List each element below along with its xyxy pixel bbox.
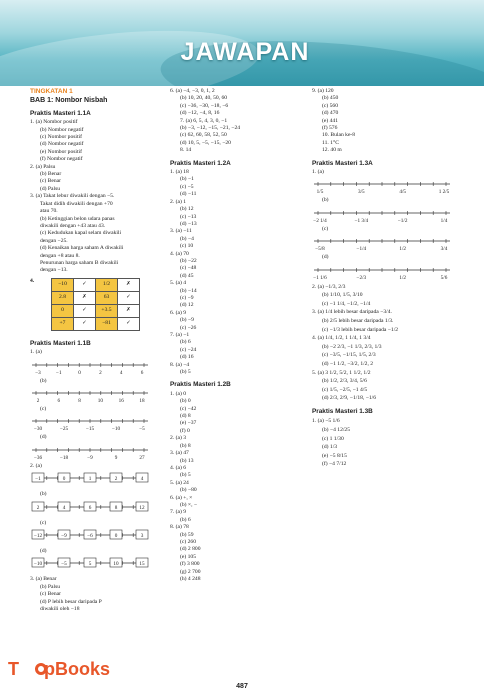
section-heading: Praktis Masteri 1.1A xyxy=(30,109,91,117)
answer-line: 6. (a) 9 xyxy=(170,309,186,316)
answer-line: 11. 1°C xyxy=(322,139,339,146)
number-line-label: 9 xyxy=(114,454,118,461)
answer-line: (e) 441 xyxy=(322,117,338,124)
answer-line: (d) 470 xyxy=(322,110,339,117)
number-line-label: 6 xyxy=(88,504,92,511)
answer-line: 2. (a) 1 xyxy=(170,198,186,205)
answer-line: (d) xyxy=(40,434,47,441)
answer-line: (c) −26 xyxy=(180,324,197,331)
number-line-label: 6 xyxy=(57,397,61,404)
answer-line: (c) 260 xyxy=(180,538,196,545)
answer-block xyxy=(170,524,298,583)
table-cell: ✗ xyxy=(74,291,96,304)
answer-line: (b) 1/10, 1/5, 3/10 xyxy=(322,292,363,299)
answer-line: (f) 0 xyxy=(180,427,190,434)
number-line xyxy=(30,500,150,518)
answer-block xyxy=(170,450,298,465)
answer-line: (c) 10 xyxy=(180,243,194,250)
table-cell: ✓ xyxy=(118,317,140,330)
number-line xyxy=(30,471,150,489)
answer-line: (c) −13 xyxy=(180,213,197,220)
answer-column-3 xyxy=(312,88,460,469)
number-line-label: −30 xyxy=(33,426,43,433)
number-line-label: 0 xyxy=(114,533,118,539)
answer-line: dengan +8 atau 8. xyxy=(40,252,80,259)
answer-line: (e) −5 8/15 xyxy=(322,452,347,459)
answer-line: (b) ×, − xyxy=(180,501,198,508)
answer-line: 1. (a) 18 xyxy=(170,169,189,176)
answer-line: (b) −3, −12, −15, −21, −24 xyxy=(180,125,241,132)
answer-column-1 xyxy=(30,88,160,613)
section-heading: Praktis Masteri 1.2A xyxy=(170,159,231,167)
answer-block xyxy=(170,480,298,495)
answer-line: (b) −4 12/25 xyxy=(322,427,351,433)
number-line-label: −25 xyxy=(59,426,69,433)
answer-line: 2. (a) −1/3, 2/3 xyxy=(312,283,346,290)
number-line xyxy=(30,443,150,461)
answer-line: (b) xyxy=(40,377,47,384)
answer-block xyxy=(170,88,298,155)
answer-block xyxy=(312,283,460,309)
answer-column-2 xyxy=(170,88,298,583)
number-line-label: −1 3/4 xyxy=(354,217,369,224)
number-line-label: −10 xyxy=(111,426,121,433)
answer-line: (d) 12 xyxy=(180,302,194,309)
number-line-label: −3 xyxy=(35,369,41,376)
chapter-heading: BAB 1: Nombor Nisbah xyxy=(30,97,108,105)
table-cell: ✓ xyxy=(118,291,140,304)
answer-block xyxy=(170,435,298,450)
number-line-label: −15 xyxy=(85,426,95,433)
answer-block xyxy=(170,391,298,435)
number-line-label: 15 xyxy=(139,561,145,568)
tingkatan-heading: TINGKATAN 1 xyxy=(30,88,73,95)
answer-line: (g) 2 700 xyxy=(180,568,201,575)
answer-line: (d) xyxy=(322,254,329,261)
answer-block xyxy=(170,169,298,199)
number-line-label: 0 xyxy=(62,476,66,483)
answer-block xyxy=(170,509,298,524)
answer-line: (d) 2 800 xyxy=(180,546,201,553)
answer-line: (b) −14 xyxy=(180,287,197,294)
answer-line: (b) 5 xyxy=(180,472,191,479)
answer-line: diwakili dengan +43 atau 43. xyxy=(40,222,106,229)
answer-line: (c) Nombor positif xyxy=(40,134,82,141)
table-cell: +7 xyxy=(52,317,74,330)
number-line-label: 2 xyxy=(99,369,102,376)
answer-block xyxy=(170,495,298,510)
number-line-label: −1/2 xyxy=(397,217,408,224)
answer-line: (d) −13 xyxy=(180,220,197,227)
answer-line: (b) xyxy=(40,491,47,498)
answer-block xyxy=(170,199,298,229)
answer-line: (d) 45 xyxy=(180,272,194,279)
answer-line: (c) xyxy=(40,519,47,526)
answer-line: 10. Bulan ke-8 xyxy=(322,132,356,139)
number-line-label: 1 xyxy=(88,476,92,483)
number-line-label: 1/2 xyxy=(399,246,406,253)
answer-line: (f) 576 xyxy=(322,125,338,132)
answer-line: (d) −11 xyxy=(180,191,197,198)
answer-line: 7. (a) 9 xyxy=(170,509,186,516)
answer-block xyxy=(170,280,298,310)
answer-line: (d) Kenaikan harga saham A diwakili xyxy=(40,245,124,252)
number-line xyxy=(30,358,150,376)
answer-line: (c) −24 xyxy=(180,346,197,353)
answer-line: (e) 105 xyxy=(180,553,196,560)
number-line-label: 5/6 xyxy=(440,274,448,281)
answer-line: (d) 8 xyxy=(180,413,191,420)
answer-line: 3. (a) Takat lebur diwakili dengan −5. xyxy=(30,193,115,200)
answer-block xyxy=(170,465,298,480)
answer-block xyxy=(170,362,298,377)
number-line-label: −12 xyxy=(33,533,43,539)
answer-line: (b) 12 xyxy=(180,206,194,213)
answer-line: 1. (a) xyxy=(30,349,42,356)
answer-line: (c) −1/3 lebih besar daripada −1/2 xyxy=(322,326,399,333)
number-line-label: 1/5 xyxy=(316,189,324,196)
answer-line: 7. (a) 6, 5, 4, 3, 0, −1 xyxy=(180,117,228,124)
answer-line: (d) 1/3 xyxy=(322,444,338,451)
answer-line: (f) 3 800 xyxy=(180,561,200,568)
answer-line: (c) 560 xyxy=(322,102,338,109)
table-cell: 63 xyxy=(96,291,118,304)
answer-line: 3. (a) Benar xyxy=(30,576,57,583)
section-heading: Praktis Masteri 1.1B xyxy=(30,339,91,347)
answer-line: 9. (a) 120 xyxy=(312,88,334,94)
answer-line: (d) −12, −4, 8, 16 xyxy=(180,110,220,117)
answer-line: 4. (a) 70 xyxy=(170,250,189,257)
answer-line: (b) 5 xyxy=(180,369,191,376)
table-cell: ✗ xyxy=(118,278,140,291)
number-line xyxy=(30,528,150,546)
answer-line: (c) −5 xyxy=(180,183,194,190)
answer-line: 5. (a) 24 xyxy=(170,479,189,486)
answer-line: (f) Nombor negatif xyxy=(40,156,83,163)
answer-line: (b) −9 xyxy=(180,317,194,324)
answer-line: (c) −36, −30, −18, −6 xyxy=(180,102,229,109)
table-row xyxy=(52,317,140,330)
answer-line: 4. (a) 1/4, 1/2, 1 1/4, 1 3/4 xyxy=(312,335,371,342)
answer-line: 1. (a) xyxy=(312,169,324,176)
answer-line: (c) xyxy=(322,225,329,232)
number-line-label: −6 xyxy=(87,533,93,539)
number-line xyxy=(30,414,150,432)
answer-line: (d) −1 1/2, −3/2, 1/2, 2 xyxy=(322,361,374,368)
number-line-label: −10 xyxy=(33,561,43,568)
answer-line: (d) Nombor negatif xyxy=(40,141,84,148)
answer-line: (b) 6 xyxy=(180,516,191,523)
answer-line: (c) Kedudukan kapal selam diwakili xyxy=(40,230,122,237)
table-cell: ✓ xyxy=(74,317,96,330)
answer-line: (b) 450 xyxy=(322,95,339,102)
number-line-label: 10 xyxy=(97,397,103,404)
answer-line: 2. (a) Palsu xyxy=(30,163,56,170)
answer-line: (b) 2/5 lebih besar daripada 1/3. xyxy=(322,318,394,325)
answer-line: (e) Nombor positif xyxy=(40,148,82,155)
answer-line: (c) −3/5, −1/15, 1/5, 2/3 xyxy=(322,352,376,359)
answer-line: 1. (a) 0 xyxy=(170,390,186,397)
answer-line: (b) −2 2/3, −1 1/3, 2/3, 1/3 xyxy=(322,343,382,350)
answer-line: Penurunan harga saham B diwakili xyxy=(40,259,119,266)
answer-line: (b) xyxy=(322,197,329,204)
number-line-label: 3/4 xyxy=(440,246,448,253)
number-line-label: 3 xyxy=(140,533,144,539)
answer-line: (b) 10, 20, 40, 50, 60 xyxy=(180,95,228,102)
question-number: 4. xyxy=(30,277,35,284)
answer-line: (d) Palsu xyxy=(40,185,61,192)
answer-line: 3. (a) −11 xyxy=(170,228,192,235)
answer-line: (b) 59 xyxy=(180,531,194,538)
question-4 xyxy=(30,278,160,335)
answer-line: 2. (a) 3 xyxy=(170,435,186,442)
page-title: JAWAPAN xyxy=(180,38,310,66)
number-line-label: 3/5 xyxy=(358,189,365,196)
answer-line: 1. (a) Nombor positif xyxy=(30,119,78,126)
answer-line: 3. (a) 1/4 lebih besar daripada −3/4. xyxy=(312,309,392,316)
table-cell: +3.5 xyxy=(96,304,118,317)
answer-line: (c) −1 1/4, −1/2, −1/4 xyxy=(322,300,371,307)
number-line xyxy=(312,206,452,224)
answer-block xyxy=(312,417,460,469)
publisher-logo xyxy=(8,655,128,685)
table-cell: 1/2 xyxy=(96,278,118,291)
number-line-label: −18 xyxy=(59,454,69,461)
answer-block xyxy=(30,119,160,275)
number-line-label: 8 xyxy=(78,397,81,404)
answer-line: (d) 16 xyxy=(180,354,194,361)
answer-line: 3. (a) 47 xyxy=(170,450,189,457)
table-cell: −81 xyxy=(96,317,118,330)
answer-line: 6. (a) +, × xyxy=(170,494,193,501)
answer-line: 8. (a) 78 xyxy=(170,524,189,531)
answer-line: (b) −22 xyxy=(180,257,197,264)
answer-line: (d) 10, 5, −5, −15, −20 xyxy=(180,139,231,146)
number-line-label: 4 xyxy=(119,369,123,376)
table-row xyxy=(52,304,140,317)
answer-line: (b) Ketinggian belon udara panas xyxy=(40,215,115,222)
section-heading: Praktis Masteri 1.3A xyxy=(312,159,373,167)
answer-line: 7. (a) −1 xyxy=(170,332,190,338)
table-cell: 0 xyxy=(52,304,74,317)
number-line-label: 1 2/5 xyxy=(438,189,450,196)
number-line-label: −2 1/4 xyxy=(313,217,327,224)
table-cell: −10 xyxy=(52,278,74,291)
number-line-label: 4/5 xyxy=(399,189,406,196)
answer-line: (c) 62, 60, 58, 52, 50 xyxy=(180,132,227,139)
number-line-label: −5/8 xyxy=(315,246,325,253)
number-line-label: 4 xyxy=(140,476,144,483)
number-line-label: −9 xyxy=(61,533,67,539)
answer-line: 4. (a) 6 xyxy=(170,464,186,471)
answer-line: (d) xyxy=(40,548,47,554)
number-line-label: 2 xyxy=(36,397,40,404)
answer-line: 5. (a) 4 xyxy=(170,280,186,287)
answer-line: (b) −4 xyxy=(180,235,194,242)
answer-line: dengan −25. xyxy=(40,237,68,244)
number-line-label: 10 xyxy=(113,561,119,568)
answer-block xyxy=(170,228,298,250)
answer-block xyxy=(170,251,298,281)
answer-line: 12. 40 m xyxy=(322,147,342,154)
answer-table xyxy=(51,278,140,331)
answer-block xyxy=(312,369,460,403)
number-line-label: −5 xyxy=(61,561,67,568)
answer-block xyxy=(312,334,460,368)
answer-line: atau 70. xyxy=(40,208,58,215)
table-cell: ✓ xyxy=(74,278,96,291)
table-cell: ✗ xyxy=(118,304,140,317)
answer-line: (b) 6 xyxy=(180,339,191,346)
answer-line: Takat didih diwakili dengan +70 xyxy=(40,200,113,207)
number-line-label: 2 xyxy=(36,504,40,511)
header-banner xyxy=(0,0,484,86)
number-line-label: 6 xyxy=(140,369,144,376)
logo-part: T xyxy=(8,659,19,679)
answer-block xyxy=(312,88,460,155)
number-line-label: 2 xyxy=(114,476,118,483)
number-line xyxy=(312,263,452,281)
number-line xyxy=(312,234,452,252)
answer-line: 8. (a) −4 xyxy=(170,361,190,368)
number-line-label: 0 xyxy=(78,369,81,376)
answer-line: (b) Nombor negatif xyxy=(40,126,84,133)
answer-line: dengan −13. xyxy=(40,267,68,274)
logo-part: pBooks xyxy=(44,659,111,679)
number-line-label: 5 xyxy=(88,561,92,568)
answer-line: (d) P lebih besar daripada P xyxy=(40,598,102,605)
table-cell: ✓ xyxy=(74,304,96,317)
number-line-label: −2/3 xyxy=(356,274,367,281)
table-cell: 2.8 xyxy=(52,291,74,304)
answer-line: (b) Palsu xyxy=(40,583,61,590)
answer-line: 6. (a) −4, −3, 0, 1, 2 xyxy=(170,88,215,94)
answer-line: (c) −9 xyxy=(180,294,194,301)
answer-line: (c) Benar xyxy=(40,591,61,598)
answer-line: (d) 2/3, 2/9, −1/18, −1/6 xyxy=(322,395,377,402)
number-line-label: −36 xyxy=(33,454,43,461)
answer-line: (c) 1/5, −2/5, −1 4/5 xyxy=(322,386,368,393)
answer-line: (b) 13 xyxy=(180,457,194,464)
answer-line: (e) −37 xyxy=(180,420,197,427)
table-row xyxy=(52,291,140,304)
number-line-label: 1/2 xyxy=(399,274,406,281)
answer-line: 8. 14 xyxy=(180,147,192,154)
answer-line: (c) Benar xyxy=(40,178,61,185)
answer-line: (c) −48 xyxy=(180,265,197,272)
number-line-label: 1/4 xyxy=(440,217,448,224)
section-heading: Praktis Masteri 1.2B xyxy=(170,381,231,389)
number-line-label: 8 xyxy=(114,504,118,511)
page-number: 487 xyxy=(236,683,248,690)
number-line-label: −5 xyxy=(139,426,145,433)
number-line-label: 16 xyxy=(118,397,124,404)
number-line-label: −1/4 xyxy=(356,246,367,253)
answer-line: (c) xyxy=(40,405,47,412)
number-line xyxy=(30,386,150,404)
answer-line: (b) 1/2, 2/3, 3/4, 5/6 xyxy=(322,378,367,385)
number-line xyxy=(312,177,452,195)
answer-line: (b) 0 xyxy=(180,398,191,405)
number-line-label: −1 xyxy=(35,476,41,483)
section-heading: Praktis Masteri 1.3B xyxy=(312,408,373,415)
answer-line: (b) −80 xyxy=(180,487,197,494)
number-line-label: −9 xyxy=(87,454,93,461)
number-line-label: 4 xyxy=(62,504,66,511)
answer-line: 2. (a) xyxy=(30,462,42,469)
answer-line: (c) 1 1/30 xyxy=(322,435,344,442)
answer-line: (b) −1 xyxy=(180,176,194,183)
answer-line: (b) Benar xyxy=(40,171,62,178)
number-line-label: −1 1/6 xyxy=(313,274,327,281)
answer-line: 1. (a) −5 1/6 xyxy=(312,418,340,425)
answer-block xyxy=(170,332,298,362)
answer-line: (b) 8 xyxy=(180,442,191,449)
number-line-label: 18 xyxy=(139,397,145,404)
number-line-label: 12 xyxy=(139,504,145,511)
number-line-label: −1 xyxy=(56,369,62,376)
table-row xyxy=(52,278,140,291)
number-line-label: 27 xyxy=(139,454,145,461)
answer-line: diwakili oleh −18 xyxy=(40,606,80,613)
answer-line: (h) 4 248 xyxy=(180,576,201,582)
answer-block xyxy=(170,310,298,332)
answer-block xyxy=(312,308,460,334)
answer-line: 5. (a) 3 1/2, 5/2, 1 1/2, 1/2 xyxy=(312,369,371,376)
answer-line: (c) −42 xyxy=(180,405,197,412)
number-line xyxy=(30,556,150,574)
answer-line: (f) −4 7/12 xyxy=(322,461,347,468)
